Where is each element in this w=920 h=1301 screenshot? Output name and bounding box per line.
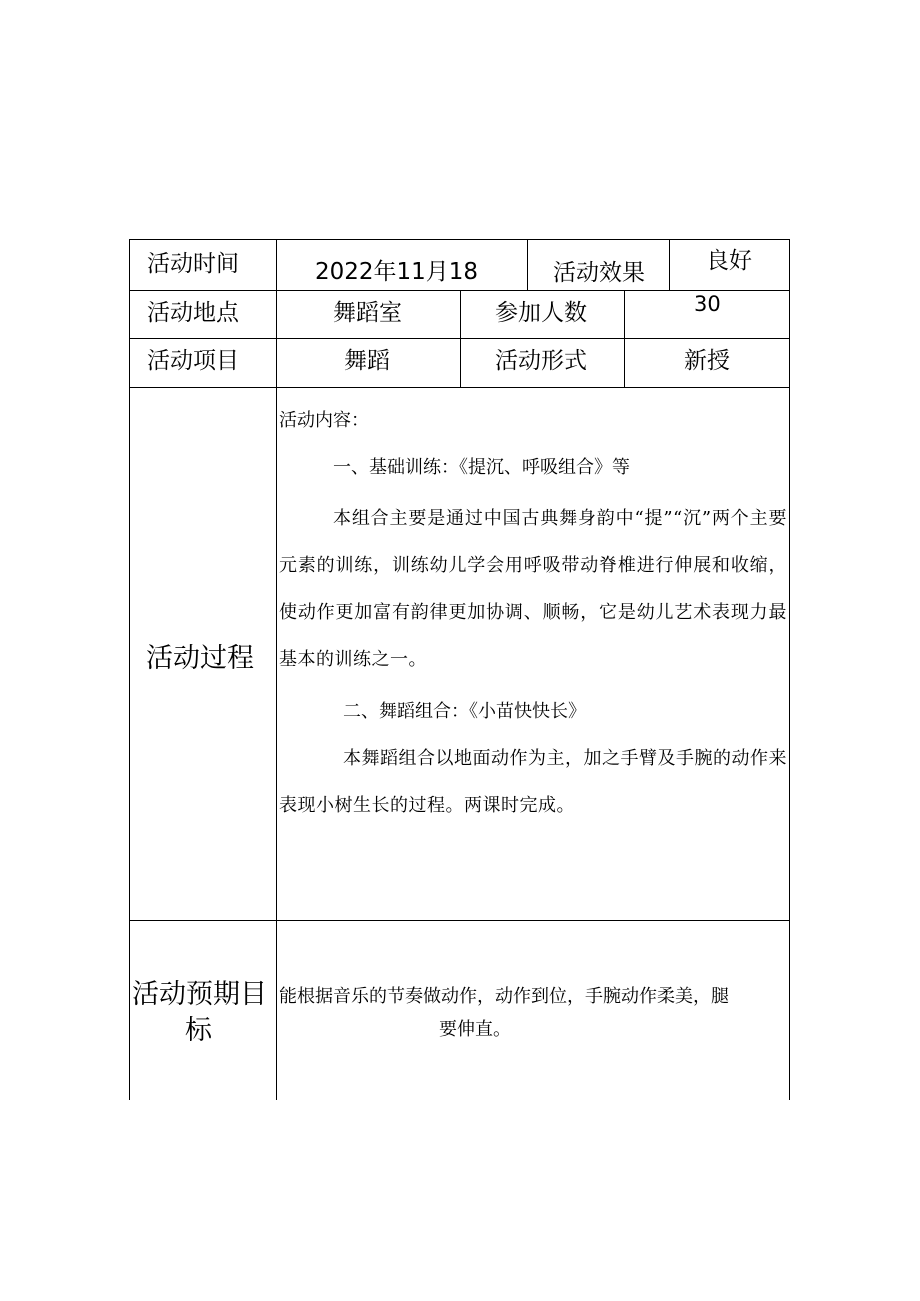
goal-label-line2: 标 — [185, 1015, 212, 1046]
time-label: 活动时间 — [147, 251, 239, 277]
count-value: 30 — [694, 292, 721, 316]
goal-text-line2: 要伸直。 — [439, 1019, 511, 1040]
table-column-divider — [527, 239, 528, 290]
form-label: 活动形式 — [495, 348, 587, 374]
table-column-divider — [276, 239, 277, 1100]
section2-title: 二、舞蹈组合：《小苗快快长》 — [343, 701, 586, 722]
process-label: 活动过程 — [146, 643, 254, 674]
goal-text-line1: 能根据音乐的节奏做动作，动作到位，手腕动作柔美，腿 — [279, 986, 729, 1007]
time-value: 2022年11月18 — [315, 259, 479, 285]
item-value: 舞蹈 — [344, 348, 390, 374]
table-row-divider — [129, 920, 790, 921]
table-border-top — [129, 239, 790, 240]
place-value: 舞蹈室 — [333, 300, 402, 326]
effect-label: 活动效果 — [553, 260, 645, 286]
table-row-divider — [129, 387, 790, 388]
effect-value: 良好 — [706, 248, 752, 274]
table-column-divider — [624, 290, 625, 387]
goal-label-line1: 活动预期目 — [132, 979, 267, 1010]
section1-body: 本组合主要是通过中国古典舞身韵中“提”“沉”两个主要元素的训练，训练幼儿学会用呼吸带动脊椎进行伸展和收缩，使动作更加富有韵律更加协调、顺畅，它是幼儿艺术表现力最基本的训练之一。 — [279, 508, 787, 670]
table-border-right — [789, 239, 790, 1100]
count-label: 参加人数 — [495, 300, 587, 326]
form-value: 新授 — [684, 348, 730, 374]
table-column-divider — [460, 290, 461, 387]
section1-title: 一、基础训练：《提沉、呼吸组合》等 — [333, 457, 630, 478]
section2-body: 本舞蹈组合以地面动作为主，加之手臂及手腕的动作来表现小树生长的过程。两课时完成。 — [279, 748, 787, 816]
place-label: 活动地点 — [147, 300, 239, 326]
content-heading: 活动内容： — [279, 410, 369, 431]
table-column-divider — [669, 239, 670, 290]
table-border-left — [129, 239, 130, 1100]
item-label: 活动项目 — [147, 348, 239, 374]
